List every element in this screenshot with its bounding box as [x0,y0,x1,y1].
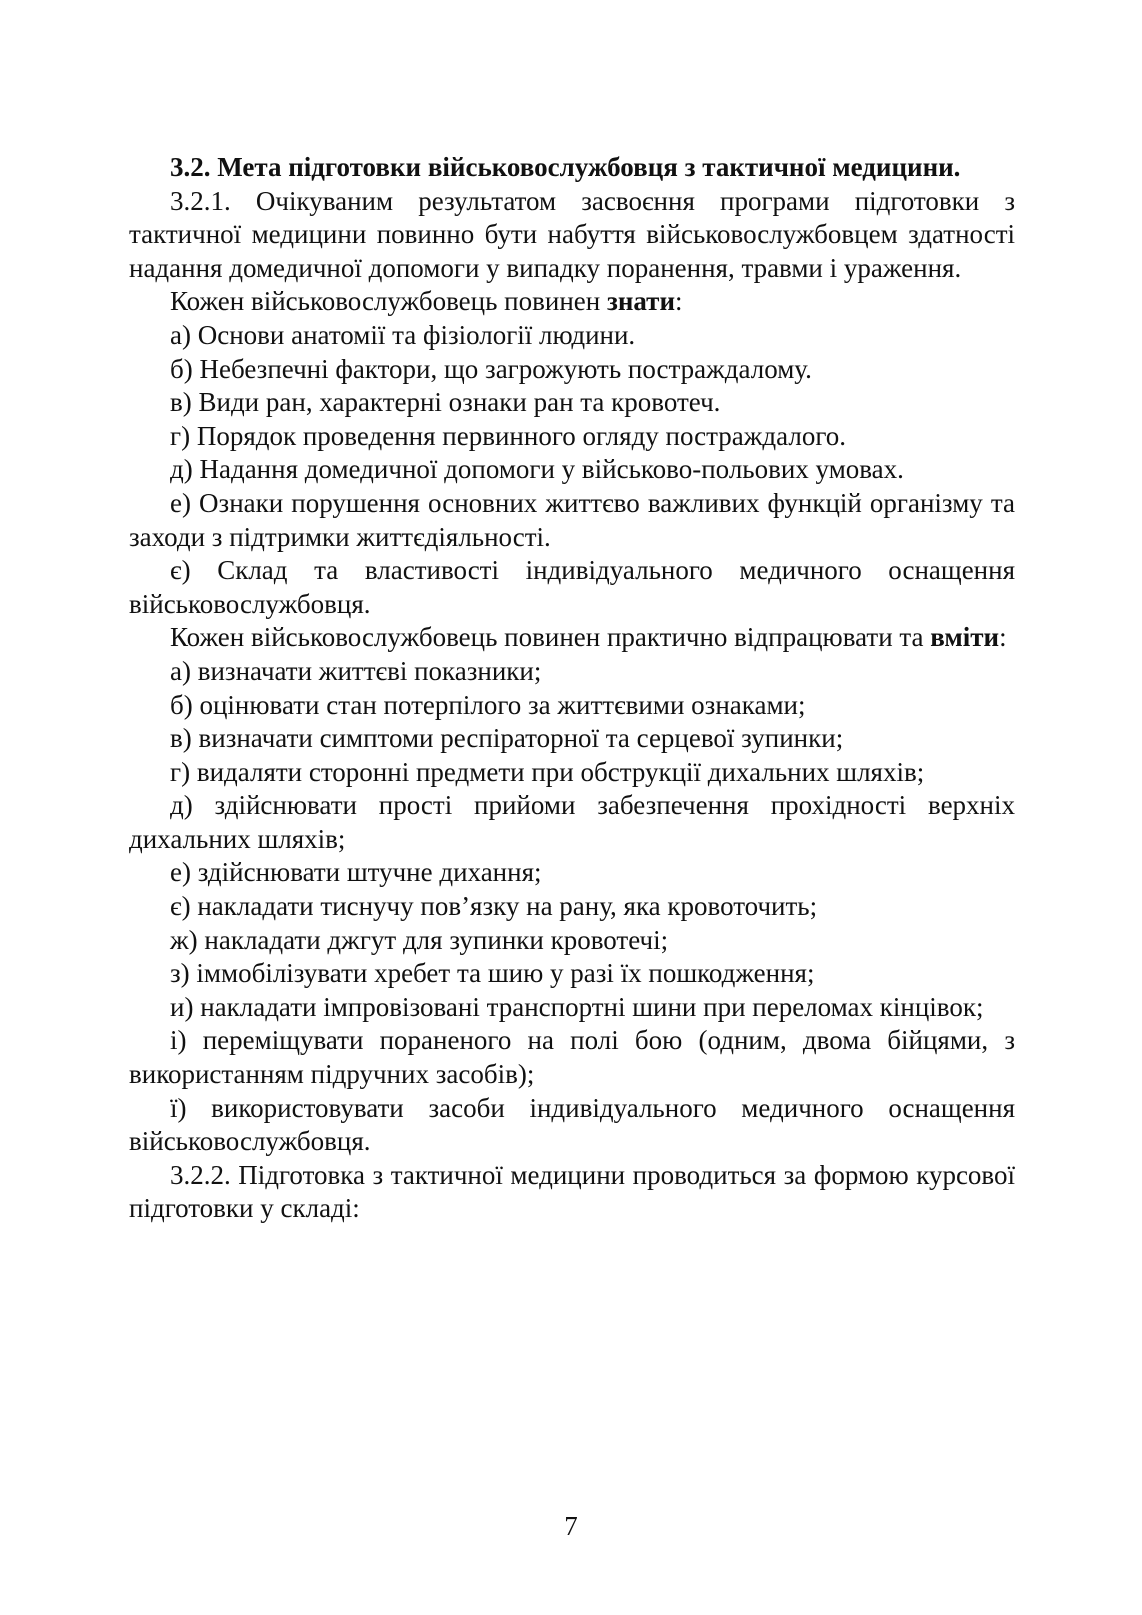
section-heading: 3.2. Мета підготовки військовослужбовця з тактичної медицини. [170,152,961,182]
know-intro-bold: знати [606,286,675,317]
page-number: 7 [564,1511,578,1541]
skill-item: ж) накладати джгут для зупинки кровотечі; [170,924,669,955]
skill-item: е) здійснювати штучне дихання; [170,857,542,888]
know-item: б) Небезпечні фактори, що загрожують постраждалому. [170,353,812,384]
skill-item: і) переміщувати пораненого на полі бою (одним, двома бійцями, з використанням підручних засобів); [129,1025,1015,1090]
know-item: а) Основи анатомії та фізіології людини. [170,319,636,350]
page-body [129,151,1015,1226]
know-item: є) Склад та властивості індивідуального медичного оснащення військовослужбовця. [129,555,1015,619]
know-intro [129,285,1015,319]
skills-intro [129,621,1015,655]
skill-item: и) накладати імпровізовані транспортні шини при переломах кінцівок; [170,991,984,1022]
paragraph-3-2-1: 3.2.1. Очікуваним результатом засвоєння програми підготовки з тактичної медицини повинно бути набуття військовослужбовцем здатності надання домедичної допомоги у випадку поранення, травми і ураження. [129,185,1015,283]
know-item: д) Надання домедичної допомоги у військово-польових умовах. [170,454,904,485]
skill-item: з) іммобілізувати хребет та шию у разі їх пошкодження; [170,958,815,989]
know-item: г) Порядок проведення первинного огляду постраждалого. [170,420,847,451]
know-intro-colon: : [675,286,683,317]
skills-intro-bold: вміти [930,622,1000,653]
skill-item: в) визначати симптоми респіраторної та серцевої зупинки; [170,723,844,754]
skill-item: ї) використовувати засоби індивідуального медичного оснащення військовослужбовця. [129,1092,1015,1157]
know-intro-text: Кожен військовослужбовець повинен [170,286,607,317]
skill-item: г) видаляти сторонні предмети при обструкції дихальних шляхів; [170,756,925,787]
know-item: е) Ознаки порушення основних життєво важливих функцій організму та заходи з підтримки життєдіяльності. [129,487,1015,552]
know-item: в) Види ран, характерні ознаки ран та кровотеч. [170,387,721,418]
skills-intro-text: Кожен військовослужбовець повинен практично відпрацювати та [170,622,931,653]
paragraph-3-2-2: 3.2.2. Підготовка з тактичної медицини проводиться за формою курсової підготовки у складі: [129,1159,1015,1224]
skill-item: а) визначати життєві показники; [170,655,542,686]
skill-item: є) накладати тиснучу пов’язку на рану, яка кровоточить; [170,891,818,922]
skills-intro-colon: : [999,622,1007,653]
skill-item: д) здійснювати прості прийоми забезпечення прохідності верхніх дихальних шляхів; [129,790,1015,854]
skill-item: б) оцінювати стан потерпілого за життєвими ознаками; [170,689,806,720]
